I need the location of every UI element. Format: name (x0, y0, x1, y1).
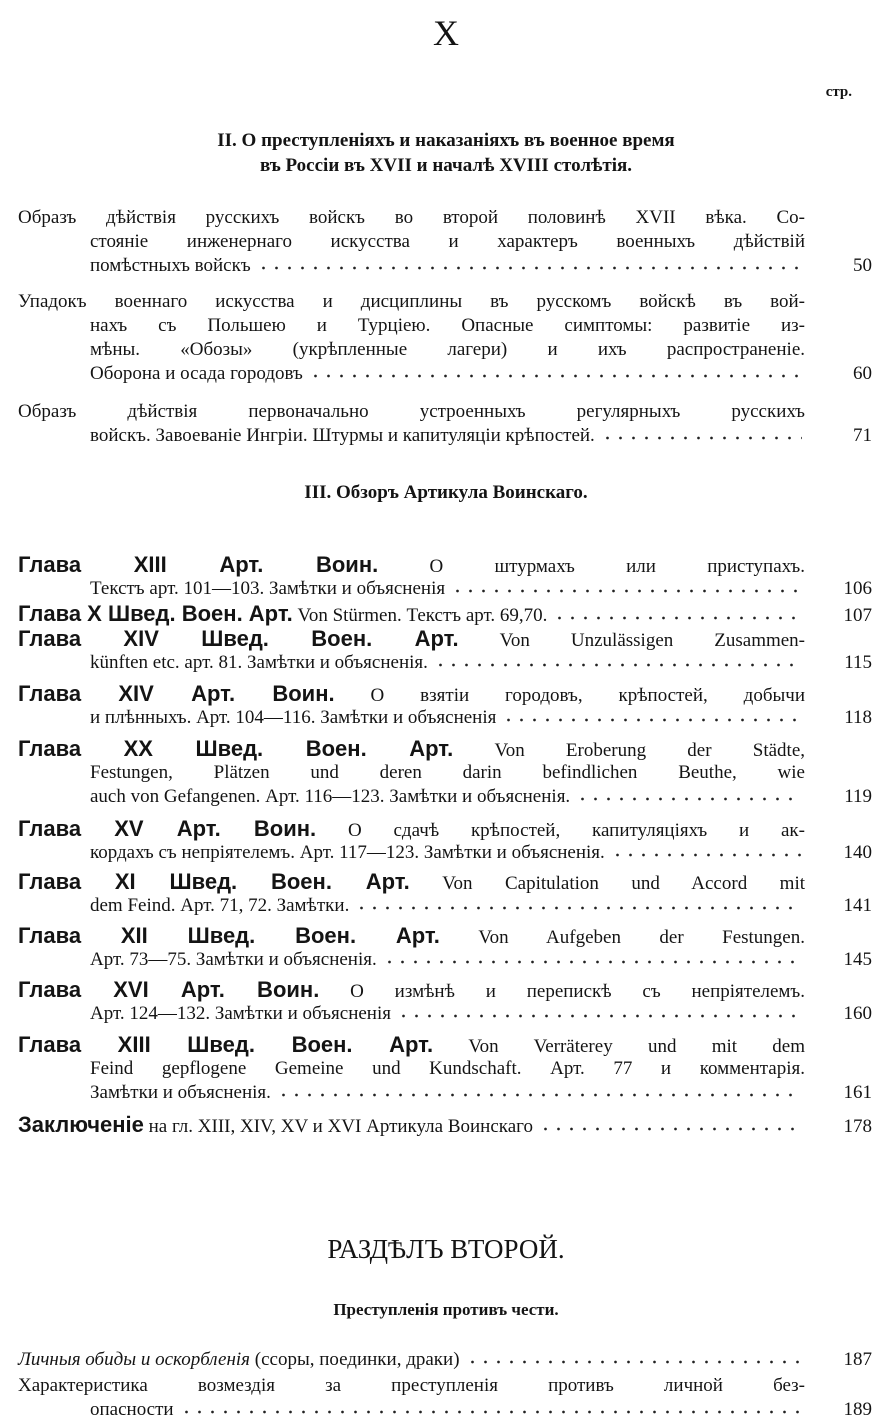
page-number: 178 (843, 1116, 872, 1137)
conclusion-label: Заключеніе (18, 1112, 144, 1137)
entry-text: Образъ дѣйствія русскихъ войскъ во второй половинѣ XVII вѣка. Со- (18, 207, 805, 228)
chapter-label: Глава X Швед. Воен. Арт. (18, 601, 293, 626)
toc-entry (18, 400, 872, 448)
entry-last-line-text (90, 948, 377, 972)
toc-entry (18, 290, 872, 386)
entry-last-line-text (90, 424, 595, 448)
page-number: 71 (853, 425, 872, 446)
entry-line (90, 785, 872, 809)
entry-line (90, 577, 872, 601)
entry-text: Von Aufgeben der Festungen. (478, 927, 805, 948)
page-number: 145 (843, 949, 872, 970)
entry-text: мѣны. «Обозы» (укрѣпленные лагери) и ихъ распространеніе. (90, 339, 805, 360)
entry-last-line-text (90, 894, 349, 918)
page-number: 107 (843, 605, 872, 626)
entry-last-line-text (90, 841, 605, 865)
entry-last-line-text (18, 602, 547, 628)
entry-line (90, 230, 805, 254)
toc-entry (18, 1374, 872, 1422)
entry-last-line-text (90, 1081, 271, 1105)
heading-line: II. О преступленіяхъ и наказаніяхъ въ военное время (217, 130, 675, 151)
entry-line (18, 1374, 805, 1398)
page-number: 141 (843, 895, 872, 916)
dot-leader (451, 586, 802, 594)
entry-text: кордахъ съ непріятелемъ. Арт. 117—123. Замѣтки и объясненія. (90, 842, 605, 863)
entry-text: Упадокъ военнаго искусства и дисциплины въ русскомъ войскѣ въ вой- (18, 291, 805, 312)
part-2-subtitle: Преступленія противъ чести. (333, 1300, 559, 1319)
chapter-label: Глава XV Арт. Воин. (18, 817, 317, 841)
page-number: 140 (843, 842, 872, 863)
toc-entry (18, 553, 872, 601)
chapter-label: Глава XVI Арт. Воин. (18, 978, 320, 1002)
entry-line (18, 737, 805, 761)
toc-entry (18, 1348, 872, 1372)
entry-line (90, 706, 872, 730)
dot-leader (180, 1407, 802, 1415)
entry-line (90, 338, 805, 362)
part-2-title: РАЗДѢЛЪ ВТОРОЙ. (327, 1234, 565, 1264)
entry-line (18, 924, 805, 948)
entry-last-line-text (90, 706, 496, 730)
entry-line (90, 1057, 805, 1081)
dot-leader (397, 1011, 802, 1019)
entry-line (18, 1348, 872, 1372)
page-number: 187 (843, 1349, 872, 1370)
entry-text: künften etc. арт. 81. Замѣтки и объясненія. (90, 652, 428, 673)
entry-text: О измѣнѣ и перепискѣ съ непріятелемъ. (350, 981, 805, 1002)
dot-leader (309, 371, 802, 379)
entry-text: dem Feind. Арт. 71, 72. Замѣтки. (90, 895, 350, 916)
section-2-heading (0, 128, 892, 178)
toc-entry (18, 627, 872, 675)
toc-entry (18, 602, 872, 626)
chapter-label: Глава XIII Швед. Воен. Арт. (18, 1033, 434, 1057)
entry-line (90, 254, 872, 278)
dot-leader (601, 433, 802, 441)
entry-line (18, 1113, 872, 1137)
entry-line (18, 817, 805, 841)
entry-line (90, 362, 872, 386)
entry-text: О взятіи городовъ, крѣпостей, добычи (370, 685, 805, 706)
page-column-label: стр. (825, 84, 852, 100)
chapter-label: Глава XIII Арт. Воин. (18, 553, 379, 577)
entry-text: опасности (90, 1399, 174, 1420)
page-number: 189 (843, 1399, 872, 1420)
entry-last-line-text (90, 362, 303, 386)
chapter-label: Глава XII Швед. Воен. Арт. (18, 924, 440, 948)
dot-leader (539, 1124, 802, 1132)
entry-last-line-text (90, 785, 570, 809)
dot-leader (611, 850, 802, 858)
entry-text: Замѣтки и объясненія. (90, 1082, 271, 1103)
dot-leader (434, 660, 802, 668)
dot-leader (466, 1357, 802, 1365)
page-number: 50 (853, 255, 872, 276)
entry-line (90, 651, 872, 675)
toc-entry (18, 870, 872, 918)
page-number: 115 (844, 652, 872, 673)
chapter-label: Глава XX Швед. Воен. Арт. (18, 737, 454, 761)
toc-entry (18, 978, 872, 1026)
entry-line (18, 682, 805, 706)
entry-text: Арт. 73—75. Замѣтки и объясненія. (90, 949, 377, 970)
entry-line (18, 602, 872, 626)
toc-entry (18, 682, 872, 730)
entry-text: Von Verräterey und mit dem (468, 1036, 805, 1057)
entry-text: на гл. XIII, XIV, XV и XVI Артикула Воинскаго (148, 1116, 533, 1137)
section-3-heading: III. Обзоръ Артикула Воинскаго. (304, 482, 588, 503)
chapter-label: Глава XIV Швед. Воен. Арт. (18, 627, 459, 651)
entry-text: Характеристика возмездія за преступленія противъ личной без- (18, 1375, 805, 1396)
entry-last-line-text (90, 254, 251, 278)
entry-line (18, 206, 805, 230)
entry-line (18, 290, 805, 314)
entry-line (90, 761, 805, 785)
entry-line (18, 978, 805, 1002)
dot-leader (553, 613, 802, 621)
entry-line (18, 1033, 805, 1057)
entry-text: Von Stürmen. Текстъ арт. 69,70. (297, 605, 548, 626)
entry-line (18, 870, 805, 894)
entry-line (90, 1081, 872, 1105)
chapter-label: Глава XIV Арт. Воин. (18, 682, 335, 706)
dot-leader (257, 263, 802, 271)
entry-line (18, 627, 805, 651)
entry-last-line-text (18, 1113, 533, 1139)
entry-last-line-text (90, 577, 445, 601)
entry-text: Von Capitulation und Accord mit (442, 873, 805, 894)
entry-text: Образъ дѣйствія первоначально устроенныхъ регулярныхъ русскихъ (18, 401, 805, 422)
toc-entry (18, 817, 872, 865)
entry-text: О штурмахъ или приступахъ. (429, 556, 805, 577)
entry-line (90, 894, 872, 918)
entry-last-line-text (90, 1398, 174, 1422)
toc-entry (18, 1033, 872, 1105)
page-number: 118 (844, 707, 872, 728)
entry-text: Von Eroberung der Städte, (494, 740, 805, 761)
entry-text: помѣстныхъ войскъ (90, 255, 251, 276)
dot-leader (576, 794, 802, 802)
entry-line (90, 1398, 872, 1422)
entry-text: и плѣнныхъ. Арт. 104—116. Замѣтки и объясненія (90, 707, 497, 728)
entry-text: (ссоры, поединки, драки) (254, 1349, 460, 1370)
page-number: 106 (843, 578, 872, 599)
entry-text: Арт. 124—132. Замѣтки и объясненія (90, 1003, 391, 1024)
entry-last-line-text (18, 1348, 460, 1372)
entry-text: О сдачѣ крѣпостей, капитуляціяхъ и ак- (347, 820, 805, 841)
dot-leader (383, 957, 802, 965)
entry-line (18, 553, 805, 577)
toc-entry (18, 737, 872, 809)
entry-line (90, 841, 872, 865)
entry-line (90, 1002, 872, 1026)
entry-text: стояніе инженернаго искусства и характеръ военныхъ дѣйствій (90, 231, 805, 252)
entry-text: auch von Gefangenen. Арт. 116—123. Замѣтки и объясненія. (90, 786, 571, 807)
entry-italic-title: Личныя обиды и оскорбленія (18, 1349, 250, 1370)
heading-line: въ Россіи въ XVII и началѣ XVIII столѣтія. (259, 155, 633, 176)
toc-entry (18, 206, 872, 278)
page-numeral: X (433, 13, 459, 53)
entry-line (90, 424, 872, 448)
entry-text: войскъ. Завоеваніе Ингріи. Штурмы и капитуляціи крѣпостей. (90, 425, 595, 446)
entry-text: нахъ съ Польшею и Турціею. Опасные симптомы: развитіе из- (90, 315, 805, 336)
entry-last-line-text (90, 651, 428, 675)
chapter-label: Глава XI Швед. Воен. Арт. (18, 870, 410, 894)
entry-last-line-text (90, 1002, 391, 1026)
dot-leader (277, 1090, 802, 1098)
entry-text: Оборона и осада городовъ (90, 363, 303, 384)
entry-line (90, 948, 872, 972)
page-number: 119 (844, 786, 872, 807)
entry-line (18, 400, 805, 424)
entry-line (90, 314, 805, 338)
page-number: 161 (843, 1082, 872, 1103)
page-number: 160 (843, 1003, 872, 1024)
entry-text: Festungen, Plätzen und deren darin befindlichen Beuthe, wie (90, 762, 805, 783)
page-number: 60 (853, 363, 872, 384)
conclusion-entry (18, 1113, 872, 1137)
entry-text: Текстъ арт. 101—103. Замѣтки и объясненія (90, 578, 446, 599)
entry-text: Feind gepflogene Gemeine und Kundschaft. Арт. 77 и комментарія. (90, 1058, 805, 1079)
dot-leader (502, 715, 802, 723)
dot-leader (355, 903, 802, 911)
toc-entry (18, 924, 872, 972)
entry-text: Von Unzulässigen Zusammen- (499, 630, 805, 651)
